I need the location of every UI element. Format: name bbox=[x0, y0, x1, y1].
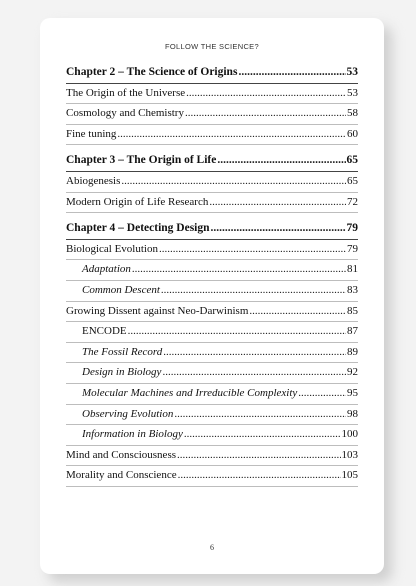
dot-leader bbox=[184, 428, 341, 440]
dot-leader bbox=[186, 87, 346, 99]
toc-entry-page: 72 bbox=[347, 195, 358, 208]
toc-entry-title: ENCODE bbox=[82, 325, 127, 338]
toc-section-entry bbox=[66, 125, 358, 146]
toc-entry-page: 58 bbox=[347, 107, 358, 120]
toc-entry-title: Fine tuning bbox=[66, 127, 117, 140]
toc-entry-page: 85 bbox=[347, 304, 358, 317]
toc-entry-page: 79 bbox=[346, 222, 358, 235]
toc-entry-page: 83 bbox=[347, 283, 358, 296]
toc-section-entry bbox=[66, 84, 358, 105]
dot-leader bbox=[161, 284, 346, 296]
dot-leader bbox=[121, 175, 346, 187]
dot-leader bbox=[217, 154, 345, 166]
toc-entry-page: 92 bbox=[347, 366, 358, 379]
toc-entry-page: 60 bbox=[347, 127, 358, 140]
toc-entry-title: Biological Evolution bbox=[66, 242, 158, 255]
dot-leader bbox=[162, 366, 346, 378]
toc-subsection-entry bbox=[66, 322, 358, 343]
toc-entry-title: Adaptation bbox=[82, 263, 131, 276]
toc-entry-page: 65 bbox=[347, 174, 358, 187]
toc-entry-page: 87 bbox=[347, 325, 358, 338]
toc-section-entry bbox=[66, 302, 358, 323]
dot-leader bbox=[117, 128, 346, 140]
dot-leader bbox=[159, 243, 346, 255]
toc-entry-page: 105 bbox=[341, 469, 358, 482]
toc-entry-title: Information in Biology bbox=[82, 428, 183, 441]
toc-entry-title: Growing Dissent against Neo-Darwinism bbox=[66, 304, 249, 317]
toc-subsection-entry bbox=[66, 405, 358, 426]
toc-section-entry bbox=[66, 466, 358, 487]
dot-leader bbox=[185, 107, 346, 119]
toc-entry-page: 89 bbox=[347, 345, 358, 358]
dot-leader bbox=[132, 263, 346, 275]
toc-section-entry bbox=[66, 240, 358, 261]
toc-entry-title: Molecular Machines and Irreducible Complexity bbox=[82, 386, 298, 399]
toc-section-entry bbox=[66, 193, 358, 214]
toc-entry-page: 65 bbox=[346, 154, 358, 167]
toc-subsection-entry bbox=[66, 425, 358, 446]
toc-chapter-entry bbox=[66, 151, 358, 172]
toc-chapter-entry bbox=[66, 63, 358, 84]
toc-section-entry bbox=[66, 104, 358, 125]
toc-chapter-entry bbox=[66, 219, 358, 240]
dot-leader bbox=[128, 325, 346, 337]
toc-entry-page: 81 bbox=[347, 263, 358, 276]
toc-entry-title: Modern Origin of Life Research bbox=[66, 195, 209, 208]
toc-entry-title: Chapter 3 – The Origin of Life bbox=[66, 154, 217, 167]
dot-leader bbox=[177, 449, 341, 461]
toc-entry-page: 103 bbox=[341, 448, 358, 461]
toc-entry-page: 100 bbox=[341, 428, 358, 441]
toc-subsection-entry bbox=[66, 281, 358, 302]
dot-leader bbox=[211, 222, 346, 234]
toc-subsection-entry bbox=[66, 363, 358, 384]
toc-entry-title: Cosmology and Chemistry bbox=[66, 107, 184, 120]
dot-leader bbox=[238, 66, 345, 78]
dot-leader bbox=[163, 346, 346, 358]
toc-entry-title: Mind and Consciousness bbox=[66, 448, 176, 461]
toc-entry-page: 79 bbox=[347, 242, 358, 255]
toc-subsection-entry bbox=[66, 384, 358, 405]
toc-subsection-entry bbox=[66, 343, 358, 364]
toc-section-entry bbox=[66, 172, 358, 193]
book-page bbox=[40, 18, 384, 574]
toc-entry-title: Observing Evolution bbox=[82, 407, 174, 420]
running-head: FOLLOW THE SCIENCE? bbox=[165, 42, 259, 51]
toc-entry-page: 95 bbox=[347, 386, 358, 399]
dot-leader bbox=[209, 196, 346, 208]
toc-entry-title: The Origin of the Universe bbox=[66, 86, 186, 99]
toc-entry-title: Abiogenesis bbox=[66, 174, 121, 187]
page-number: 6 bbox=[210, 543, 214, 552]
toc-entry-title: Chapter 2 – The Science of Origins bbox=[66, 66, 238, 78]
toc-entry-page: 98 bbox=[347, 407, 358, 420]
dot-leader bbox=[178, 469, 341, 481]
toc-entry-title: The Fossil Record bbox=[82, 345, 163, 358]
dot-leader bbox=[174, 408, 346, 420]
table-of-contents bbox=[66, 63, 358, 487]
dot-leader bbox=[298, 387, 346, 399]
dot-leader bbox=[249, 305, 346, 317]
toc-section-entry bbox=[66, 446, 358, 467]
toc-entry-page: 53 bbox=[346, 66, 358, 78]
toc-entry-page: 53 bbox=[347, 86, 358, 99]
toc-entry-title: Common Descent bbox=[82, 283, 160, 296]
toc-entry-title: Design in Biology bbox=[82, 366, 162, 379]
toc-entry-title: Morality and Conscience bbox=[66, 469, 177, 482]
toc-subsection-entry bbox=[66, 260, 358, 281]
toc-entry-title: Chapter 4 – Detecting Design bbox=[66, 222, 210, 235]
